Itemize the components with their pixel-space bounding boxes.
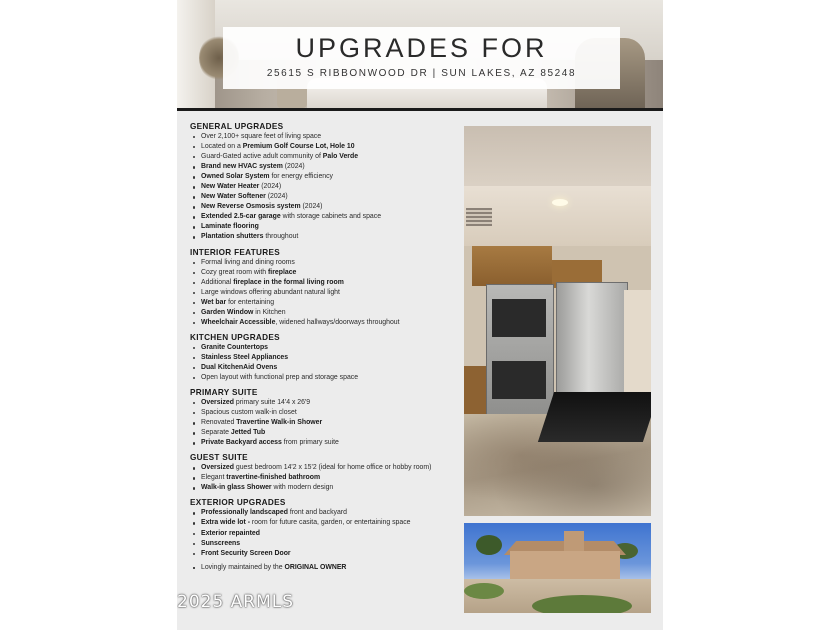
kitchen-double-oven xyxy=(486,284,554,416)
feature-item xyxy=(190,222,465,232)
feature-item xyxy=(190,212,465,222)
feature-item xyxy=(190,182,465,192)
feature-section xyxy=(190,452,465,493)
feature-highlight: Oversized xyxy=(201,399,234,407)
feature-bullet-list xyxy=(190,463,465,493)
feature-text: Formal living and dining rooms xyxy=(201,258,295,266)
feature-item xyxy=(190,308,465,318)
feature-text: Spacious custom walk-in closet xyxy=(201,409,297,417)
hero-bedroom-photo xyxy=(177,0,663,108)
feature-item xyxy=(190,152,465,162)
kitchen-photo xyxy=(464,126,651,516)
feature-text: Elegant xyxy=(201,474,227,482)
feature-bullet-list xyxy=(190,563,465,573)
feature-text: (2024) xyxy=(265,193,288,201)
feature-text: front and backyard xyxy=(287,509,347,517)
feature-text: (2024) xyxy=(300,203,323,211)
feature-text: for entertaining xyxy=(226,298,275,306)
feature-item xyxy=(190,549,465,559)
feature-highlight: travertine-finished bathroom xyxy=(226,474,321,482)
section-heading: GUEST SUITE xyxy=(190,453,248,463)
feature-item xyxy=(190,258,465,268)
feature-item xyxy=(190,508,465,518)
feature-item xyxy=(190,132,465,142)
feature-highlight: Professionally landscaped xyxy=(201,509,288,517)
kitchen-cabinet xyxy=(472,246,552,286)
feature-highlight: ORIGINAL OWNER xyxy=(284,563,347,571)
page-title: UPGRADES FOR xyxy=(295,33,548,63)
flyer xyxy=(177,0,663,630)
feature-item xyxy=(190,288,465,298)
feature-bullet-list xyxy=(190,258,465,328)
feature-item xyxy=(190,463,465,473)
kitchen-refrigerator xyxy=(556,282,628,399)
feature-item xyxy=(190,438,465,448)
feature-text: from primary suite xyxy=(281,439,339,447)
exterior-shrub xyxy=(532,595,632,613)
feature-section xyxy=(190,247,465,328)
exterior-shrub xyxy=(464,583,504,599)
feature-highlight: Extended 2.5-car garage xyxy=(201,213,281,221)
feature-text: throughout xyxy=(263,233,299,241)
feature-highlight: Plantation shutters xyxy=(201,233,264,241)
feature-highlight: Extra wide lot - xyxy=(201,519,251,527)
feature-highlight: New Water Heater xyxy=(201,183,260,191)
feature-item xyxy=(190,408,465,418)
feature-highlight: Premium Golf Course Lot, Hole 10 xyxy=(242,143,355,151)
feature-highlight: Wet bar xyxy=(201,298,227,306)
feature-section xyxy=(190,387,465,448)
feature-highlight: Wheelchair Accessible xyxy=(201,318,276,326)
feature-highlight: fireplace xyxy=(268,268,297,276)
feature-highlight: fireplace in the formal living room xyxy=(233,278,344,286)
feature-text: with modern design xyxy=(271,484,334,492)
feature-item xyxy=(190,398,465,408)
feature-text: , widened hallways/doorways throughout xyxy=(275,318,400,326)
feature-highlight: Front Security Screen Door xyxy=(201,549,291,557)
feature-item xyxy=(190,343,465,353)
feature-text: primary suite 14'4 x 26'9 xyxy=(233,399,311,407)
feature-text: guest bedroom 14'2 x 15'2 (ideal for home office or hobby room) xyxy=(233,464,432,472)
kitchen-cooktop xyxy=(538,392,651,442)
feature-text: Located on a xyxy=(201,143,243,151)
feature-item xyxy=(190,268,465,278)
feature-highlight: Walk-in glass Shower xyxy=(201,484,272,492)
feature-item xyxy=(190,539,465,549)
feature-text: (2024) xyxy=(259,183,282,191)
armls-watermark: 2025 ARMLS xyxy=(177,592,295,612)
exterior-palm xyxy=(476,535,502,555)
feature-item xyxy=(190,529,465,539)
feature-highlight: Garden Window xyxy=(201,308,254,316)
feature-item xyxy=(190,418,465,428)
feature-item xyxy=(190,232,465,242)
feature-highlight: Laminate flooring xyxy=(201,223,259,231)
feature-highlight: Dual KitchenAid Ovens xyxy=(201,363,278,371)
header-divider xyxy=(177,108,663,111)
feature-highlight: Exterior repainted xyxy=(201,529,260,537)
feature-item xyxy=(190,172,465,182)
feature-highlight: Jetted Tub xyxy=(230,429,266,437)
kitchen-vent xyxy=(466,208,492,226)
section-heading: KITCHEN UPGRADES xyxy=(190,332,280,342)
feature-text: Open layout with functional prep and storage space xyxy=(201,373,359,381)
kitchen-light xyxy=(552,199,568,206)
feature-highlight: Oversized xyxy=(201,464,234,472)
feature-text: in Kitchen xyxy=(253,308,286,316)
feature-highlight: Travertine Walk-in Shower xyxy=(236,419,323,427)
feature-highlight: Brand new HVAC system xyxy=(201,163,283,171)
feature-text: for energy efficiency xyxy=(269,173,333,181)
feature-item xyxy=(190,518,465,528)
feature-item xyxy=(190,142,465,152)
feature-text: Large windows offering abundant natural light xyxy=(201,288,340,296)
kitchen-soffit xyxy=(464,186,651,246)
feature-item xyxy=(190,563,465,573)
section-heading: INTERIOR FEATURES xyxy=(190,247,281,257)
feature-text: Cozy great room with xyxy=(201,268,269,276)
feature-section xyxy=(190,563,465,573)
property-address: 25615 S RIBBONWOOD DR | SUN LAKES, AZ 85248 xyxy=(266,68,577,79)
feature-bullet-list xyxy=(190,132,465,243)
title-banner xyxy=(223,27,620,89)
feature-section xyxy=(190,121,465,243)
features-list xyxy=(190,121,465,577)
feature-item xyxy=(190,353,465,363)
feature-text: Renovated xyxy=(201,419,237,427)
feature-highlight: New Water Softener xyxy=(201,193,266,201)
feature-bullet-list xyxy=(190,343,465,383)
feature-item xyxy=(190,202,465,212)
feature-text: Over 2,100+ square feet of living space xyxy=(201,133,322,140)
feature-item xyxy=(190,298,465,308)
feature-text: Lovingly maintained by the xyxy=(201,563,285,571)
section-heading: PRIMARY SUITE xyxy=(190,388,258,398)
feature-highlight: Granite Countertops xyxy=(201,343,268,351)
feature-item xyxy=(190,318,465,328)
section-heading: GENERAL UPGRADES xyxy=(190,122,284,131)
feature-item xyxy=(190,428,465,438)
exterior-photo xyxy=(464,523,651,613)
feature-item xyxy=(190,473,465,483)
feature-text: Guard-Gated active adult community of xyxy=(201,153,323,161)
section-heading: EXTERIOR UPGRADES xyxy=(190,498,286,508)
feature-item xyxy=(190,483,465,493)
feature-highlight: New Reverse Osmosis system xyxy=(201,203,301,211)
feature-bullet-list xyxy=(190,398,465,448)
feature-item xyxy=(190,192,465,202)
feature-item xyxy=(190,278,465,288)
feature-text: room for future casita, garden, or entertaining space xyxy=(250,519,411,527)
feature-highlight: Owned Solar System xyxy=(201,173,270,181)
feature-item xyxy=(190,373,465,383)
feature-section xyxy=(190,497,465,558)
feature-item xyxy=(190,363,465,373)
feature-item xyxy=(190,162,465,172)
feature-text: Separate xyxy=(201,429,231,437)
feature-highlight: Private Backyard access xyxy=(201,439,282,447)
feature-text: with storage cabinets and space xyxy=(280,213,382,221)
feature-highlight: Sunscreens xyxy=(201,539,241,547)
feature-bullet-list xyxy=(190,508,465,558)
feature-text: (2024) xyxy=(282,163,305,171)
feature-text: Additional xyxy=(201,278,234,286)
feature-section xyxy=(190,332,465,383)
feature-highlight: Palo Verde xyxy=(322,153,359,161)
feature-highlight: Stainless Steel Appliances xyxy=(201,353,289,361)
